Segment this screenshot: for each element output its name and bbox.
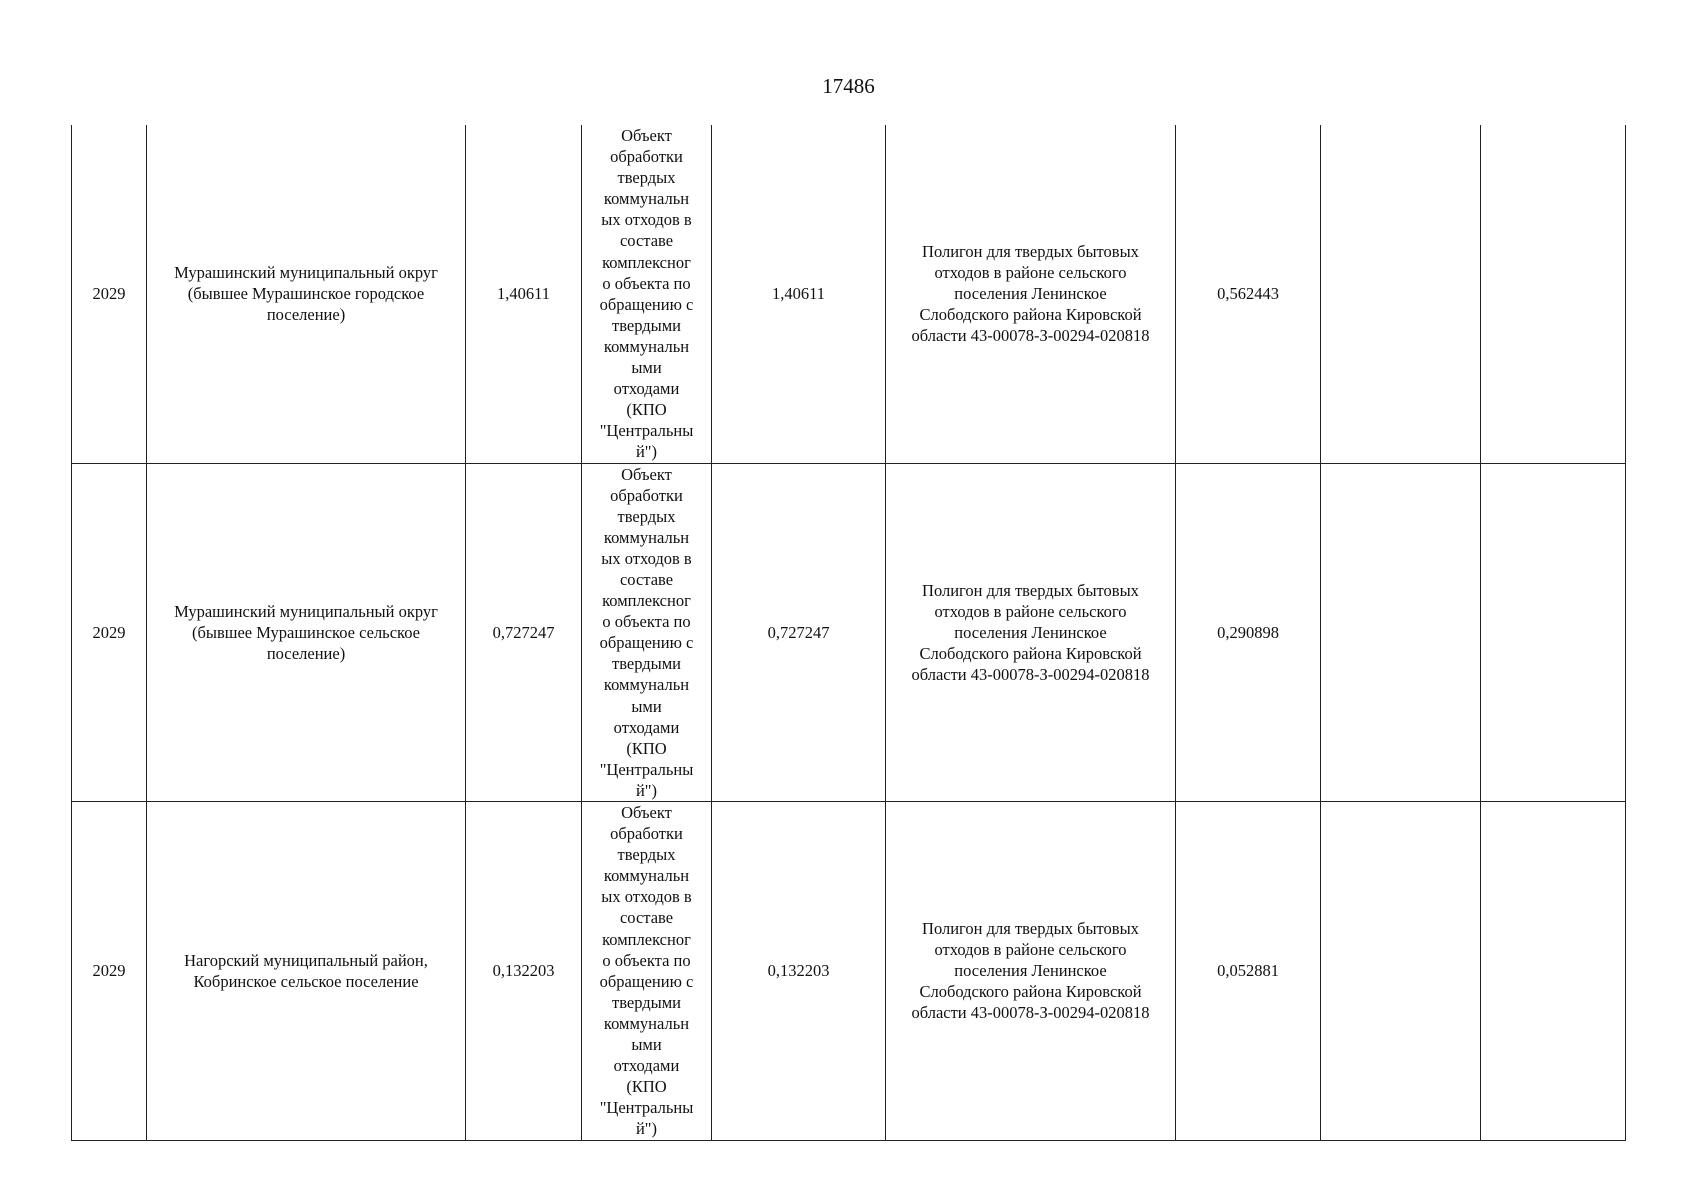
object-cell: Объект обработки твердых коммунальн ых отходов в составе комплексног о объекта по обращению с твердыми коммунальн ыми отходами (КПО "Центральны й") <box>582 463 712 802</box>
waste-flow-table <box>71 125 1626 1141</box>
mass-final-cell: 0,052881 <box>1176 802 1321 1141</box>
year-cell: 2029 <box>72 802 147 1141</box>
empty-cell <box>1321 802 1481 1141</box>
destination-cell: Полигон для твердых бытовых отходов в районе сельского поселения Ленинское Слободского района Кировской области 43-00078-З-00294-020818 <box>886 463 1176 802</box>
page-number: 17486 <box>822 74 875 98</box>
empty-cell <box>1321 463 1481 802</box>
mass-in-cell: 0,132203 <box>712 802 886 1141</box>
destination-cell: Полигон для твердых бытовых отходов в районе сельского поселения Ленинское Слободского района Кировской области 43-00078-З-00294-020818 <box>886 125 1176 463</box>
territory-cell: Мурашинский муниципальный округ (бывшее Мурашинское городское поселение) <box>147 125 466 463</box>
mass-out-cell: 1,40611 <box>466 125 582 463</box>
table-row <box>72 125 1626 463</box>
table-row <box>72 802 1626 1141</box>
empty-cell <box>1481 463 1626 802</box>
object-cell: Объект обработки твердых коммунальн ых отходов в составе комплексног о объекта по обращению с твердыми коммунальн ыми отходами (КПО "Центральны й") <box>582 125 712 463</box>
territory-cell: Мурашинский муниципальный округ (бывшее Мурашинское сельское поселение) <box>147 463 466 802</box>
year-cell: 2029 <box>72 463 147 802</box>
empty-cell <box>1321 125 1481 463</box>
mass-final-cell: 0,290898 <box>1176 463 1321 802</box>
empty-cell <box>1481 802 1626 1141</box>
mass-out-cell: 0,727247 <box>466 463 582 802</box>
destination-cell: Полигон для твердых бытовых отходов в районе сельского поселения Ленинское Слободского района Кировской области 43-00078-З-00294-020818 <box>886 802 1176 1141</box>
mass-out-cell: 0,132203 <box>466 802 582 1141</box>
object-cell: Объект обработки твердых коммунальн ых отходов в составе комплексног о объекта по обращению с твердыми коммунальн ыми отходами (КПО "Центральны й") <box>582 802 712 1141</box>
mass-in-cell: 1,40611 <box>712 125 886 463</box>
empty-cell <box>1481 125 1626 463</box>
table-row <box>72 463 1626 802</box>
year-cell: 2029 <box>72 125 147 463</box>
territory-cell: Нагорский муниципальный район, Кобринское сельское поселение <box>147 802 466 1141</box>
mass-in-cell: 0,727247 <box>712 463 886 802</box>
mass-final-cell: 0,562443 <box>1176 125 1321 463</box>
